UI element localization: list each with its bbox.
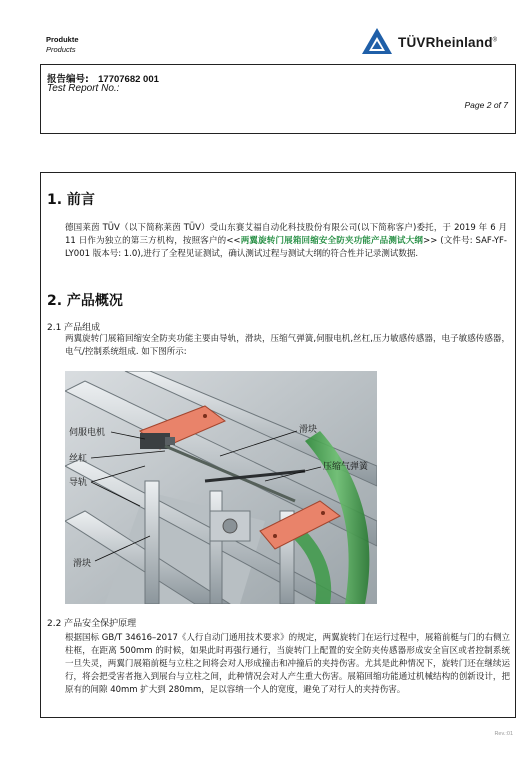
- label-ball-screw: 丝杠: [69, 454, 88, 464]
- label-slider-bottom: 滑块: [73, 559, 92, 569]
- tuv-triangle-icon: [360, 26, 394, 56]
- label-guide-rail: 导轨: [69, 478, 88, 488]
- header-products: [46, 35, 79, 55]
- section-2-2-title: 2.2 产品安全保护原理: [47, 619, 137, 629]
- section-2-1-paragraph: 两翼旋转门展箱回缩安全防夹功能主要由导轨，滑块，压缩气弹簧,伺服电机,丝杠,压力敏感传感器，电子敏感传感器，电气/控制系统组成. 如下图所示:: [65, 334, 510, 357]
- test-outline-name: 两翼旋转门展箱回缩安全防夹功能产品测试大纲: [240, 236, 424, 246]
- tuv-rheinland-logo: [360, 26, 520, 56]
- label-gas-spring: 压缩气弹簧: [323, 462, 369, 472]
- label-servo-motor: 伺服电机: [69, 428, 106, 438]
- report-number-label-en: Test Report No.:: [47, 83, 120, 94]
- section-1-title: 1. 前言: [47, 192, 95, 208]
- label-slider-top: 滑块: [299, 425, 318, 435]
- brand-name: TÜVRheinland®: [398, 35, 498, 50]
- report-info-box: [40, 64, 516, 134]
- report-number: 17707682 001: [98, 74, 159, 85]
- section-2-title: 2. 产品概况: [47, 293, 123, 309]
- section-2-1-title: 2.1 产品组成: [47, 323, 101, 333]
- products-label-de: Produkte: [46, 35, 79, 44]
- report-number-label: 报告编号:: [47, 74, 89, 85]
- page-number: Page 2 of 7: [464, 100, 508, 110]
- section-1-paragraph: 德国莱茵 TÜV（以下简称莱茵 TÜV）受山东赛艾福自动化科技股份有限公司(以下简称客户)委托，于 2019 年 6 月 11 日作为独立的第三方机构，按照客户的<<两翼旋转门展箱回缩安全防夹功能产品测试大纲>> (文件号: SAF-YF-LY001 版本号: 1.0),进行了全程见证测试，确认测试过程与测试大纲的符合性并记录测试数据.: [65, 223, 507, 259]
- revision-label: Rev.:01: [494, 731, 513, 737]
- products-label-en: Products: [46, 45, 76, 54]
- product-structure-photo: [65, 371, 377, 604]
- section-2-2-paragraph: 根据国标 GB/T 34616–2017《人行自动门通用技术要求》的规定，两翼旋转门在运行过程中，展箱前梃与门的右侧立柱框，在距离 500mm 的时候，如果此时再强行通行，当旋转门上配置的安全防夹传感器形成安全盲区或者控制系统一旦失灵，两翼门展箱前梃与立柱之间将会对人形成撞击和冲撞后的夹持伤害。尤其是此种情况下，旋转门还在继续运行，将会把受害者拖入到展台与立柱之间，此种情况会对人产生重大伤害。展箱回缩功能通过机械结构的创新设计，把原有的间隙 40mm 扩大到 280mm，足以容纳一个人的宽度，避免了对行人的夹持伤害。: [65, 633, 510, 695]
